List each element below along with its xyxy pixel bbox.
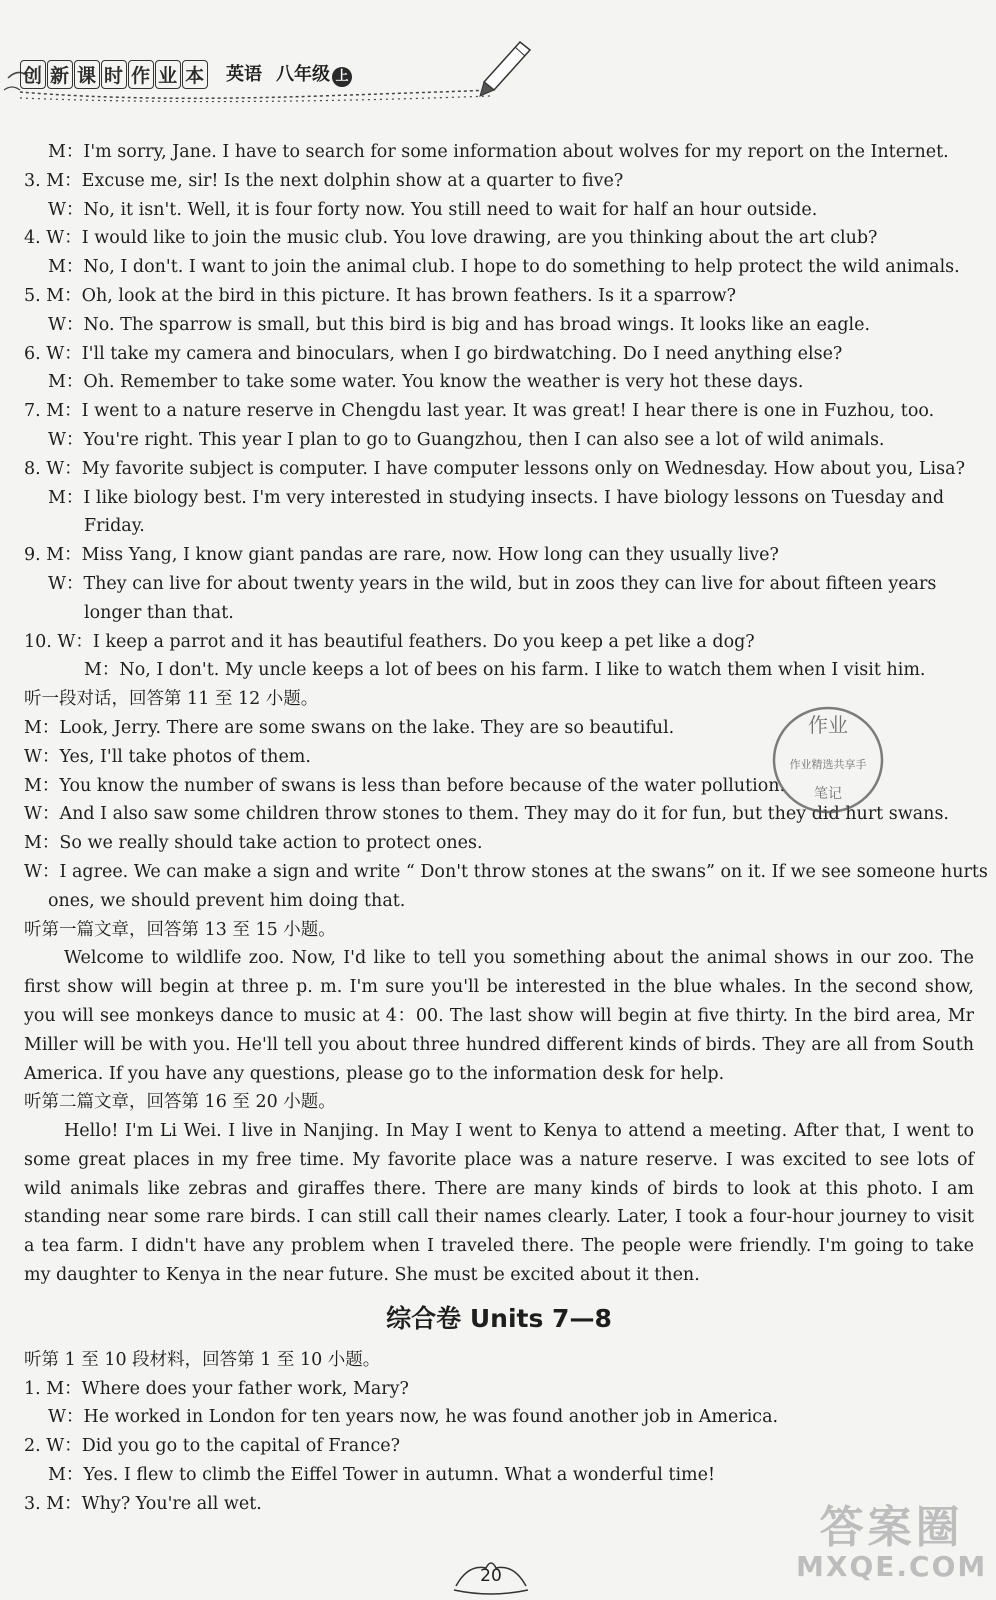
script-line: 7. M：I went to a nature reserve in Chengdu last year. It was great! I hear there is one in Fuzhou, too.	[24, 401, 935, 422]
script-line: 3. M：Why? You're all wet.	[24, 1493, 262, 1514]
script-line: 听第 1 至 10 段材料，回答第 1 至 10 小题。	[24, 1349, 381, 1370]
script-line: M：I'm sorry, Jane. I have to search for some information about wolves for my report on the Internet.	[48, 142, 949, 162]
header-decoration	[0, 0, 996, 110]
passage-2: Hello! I'm Li Wei. I live in Nanjing. In May I went to Kenya to attend a meeting. After that, I went to some great places in my free time. My favorite place was a nature reserve. I was excited to see lots of wild animals like zebras and giraffes there. There are many kinds of birds to look at this photo. I am standing near some rare birds. I can still call their names clearly. Later, I took a four-hour journey to visit a tea farm. I didn't have any problem when I traveled there. The people were friendly. I'm going to take my daughter to Kenya in the near future. She must be excited about it then.	[24, 1121, 974, 1286]
stamp-top-text: 作业	[808, 713, 848, 737]
page-content	[24, 138, 988, 1519]
passage-1: Welcome to wildlife zoo. Now, I'd like to tell you something about the animal shows in our zoo. The first show will begin at three p. m. I'm sure you'll be interested in the blue whales. In the second show, you will see monkeys dance to music at 4：00. The last show will begin at five thirty. In the bird area, Mr Miller will be with you. He'll tell you about three hundred different kinds of birds. They are all from South America. If you have any questions, please go to the information desk for help.	[24, 948, 974, 1084]
script-line: 2. W：Did you go to the capital of France?	[24, 1436, 401, 1457]
script-line: W：You're right. This year I plan to go to Guangzhou, then I can also see a lot of wild animals.	[48, 429, 885, 450]
script-line: 6. W：I'll take my camera and binoculars, when I go birdwatching. Do I need anything else?	[24, 343, 843, 364]
script-line: 听第一篇文章，回答第 13 至 15 小题。	[24, 919, 336, 940]
series-title-char: 业	[155, 60, 181, 89]
script-line: 听一段对话，回答第 11 至 12 小题。	[24, 689, 319, 710]
page-number: 20	[480, 1566, 502, 1586]
script-line: W：And I also saw some children throw stones to them. They may do it for fun, but they did hurt swans.	[24, 804, 949, 825]
script-line: 8. W：My favorite subject is computer. I have computer lessons only on Wednesday. How about you, Lisa?	[24, 458, 965, 479]
script-line: 3. M：Excuse me, sir! Is the next dolphin show at a quarter to five?	[24, 170, 624, 191]
series-title-char: 时	[101, 60, 127, 89]
page-header	[0, 0, 996, 110]
script-line: M：No, I don't. My uncle keeps a lot of bees on his farm. I like to watch them when I visit him.	[84, 660, 926, 681]
series-title-char: 作	[128, 60, 154, 89]
homework-stamp	[768, 698, 888, 818]
listening-script-block	[24, 138, 988, 944]
script-line: Friday.	[84, 516, 145, 537]
stamp-bottom-text: 笔记	[814, 786, 842, 802]
script-line: M：Yes. I flew to climb the Eiffel Tower in autumn. What a wonderful time!	[48, 1465, 716, 1486]
script-line: W：Yes, I'll take photos of them.	[24, 746, 311, 767]
unit-listening-script-block	[24, 1346, 974, 1519]
script-line: W：They can live for about twenty years in the wild, but in zoos they can live for about fifteen years	[48, 573, 937, 594]
script-line: 5. M：Oh, look at the bird in this picture. It has brown feathers. Is it a sparrow?	[24, 285, 737, 306]
script-line: W：I agree. We can make a sign and write “ Don't throw stones at the swans” on it. If we see someone hurts	[24, 861, 988, 882]
script-line: 4. W：I would like to join the music club. You love drawing, are you thinking about the art club?	[24, 228, 878, 249]
series-title-char: 课	[74, 60, 100, 89]
passage-2-heading: 听第二篇文章，回答第 16 至 20 小题。	[24, 1092, 336, 1113]
script-line: 10. W：I keep a parrot and it has beautiful feathers. Do you keep a pet like a dog?	[24, 631, 755, 652]
script-line: W：He worked in London for ten years now, he was found another job in America.	[48, 1407, 779, 1428]
grade-volume-badge: 上	[332, 67, 352, 87]
script-line: M：Look, Jerry. There are some swans on the lake. They are so beautiful.	[24, 717, 675, 738]
script-line: M：I like biology best. I'm very interested in studying insects. I have biology lessons on Tuesday and	[48, 487, 945, 508]
unit-title: 综合卷 Units 7—8	[386, 1303, 612, 1333]
script-line: 1. M：Where does your father work, Mary?	[24, 1378, 409, 1399]
script-line: ones, we should prevent him doing that.	[48, 890, 406, 911]
script-line: W：No. The sparrow is small, but this bird is big and has broad wings. It looks like an eagle.	[48, 314, 871, 335]
page-footer	[446, 1552, 536, 1596]
script-line: W：No, it isn't. Well, it is four forty now. You still need to wait for half an hour outside.	[48, 199, 818, 220]
grade-label: 八年级 上	[276, 60, 352, 87]
script-line: M：Oh. Remember to take some water. You know the weather is very hot these days.	[48, 372, 804, 393]
script-line: longer than that.	[84, 602, 234, 623]
stamp-middle-text: 作业精选共享手	[789, 758, 867, 771]
series-title	[20, 60, 209, 89]
series-title-char: 新	[47, 60, 73, 89]
script-line: 9. M：Miss Yang, I know giant pandas are rare, now. How long can they usually live?	[24, 545, 779, 566]
pencil-icon	[480, 42, 530, 96]
series-title-char: 本	[182, 60, 208, 89]
script-line: M：You know the number of swans is less than before because of the water pollution.	[24, 775, 786, 796]
script-line: M：So we really should take action to protect ones.	[24, 833, 483, 854]
script-line: M：No, I don't. I want to join the animal club. I hope to do something to help protect the wild animals.	[48, 257, 960, 278]
series-title-char: 创	[20, 60, 46, 89]
site-watermark: 答案圈 MXQE.COM	[796, 1502, 988, 1584]
subject-label: 英语	[226, 64, 262, 85]
